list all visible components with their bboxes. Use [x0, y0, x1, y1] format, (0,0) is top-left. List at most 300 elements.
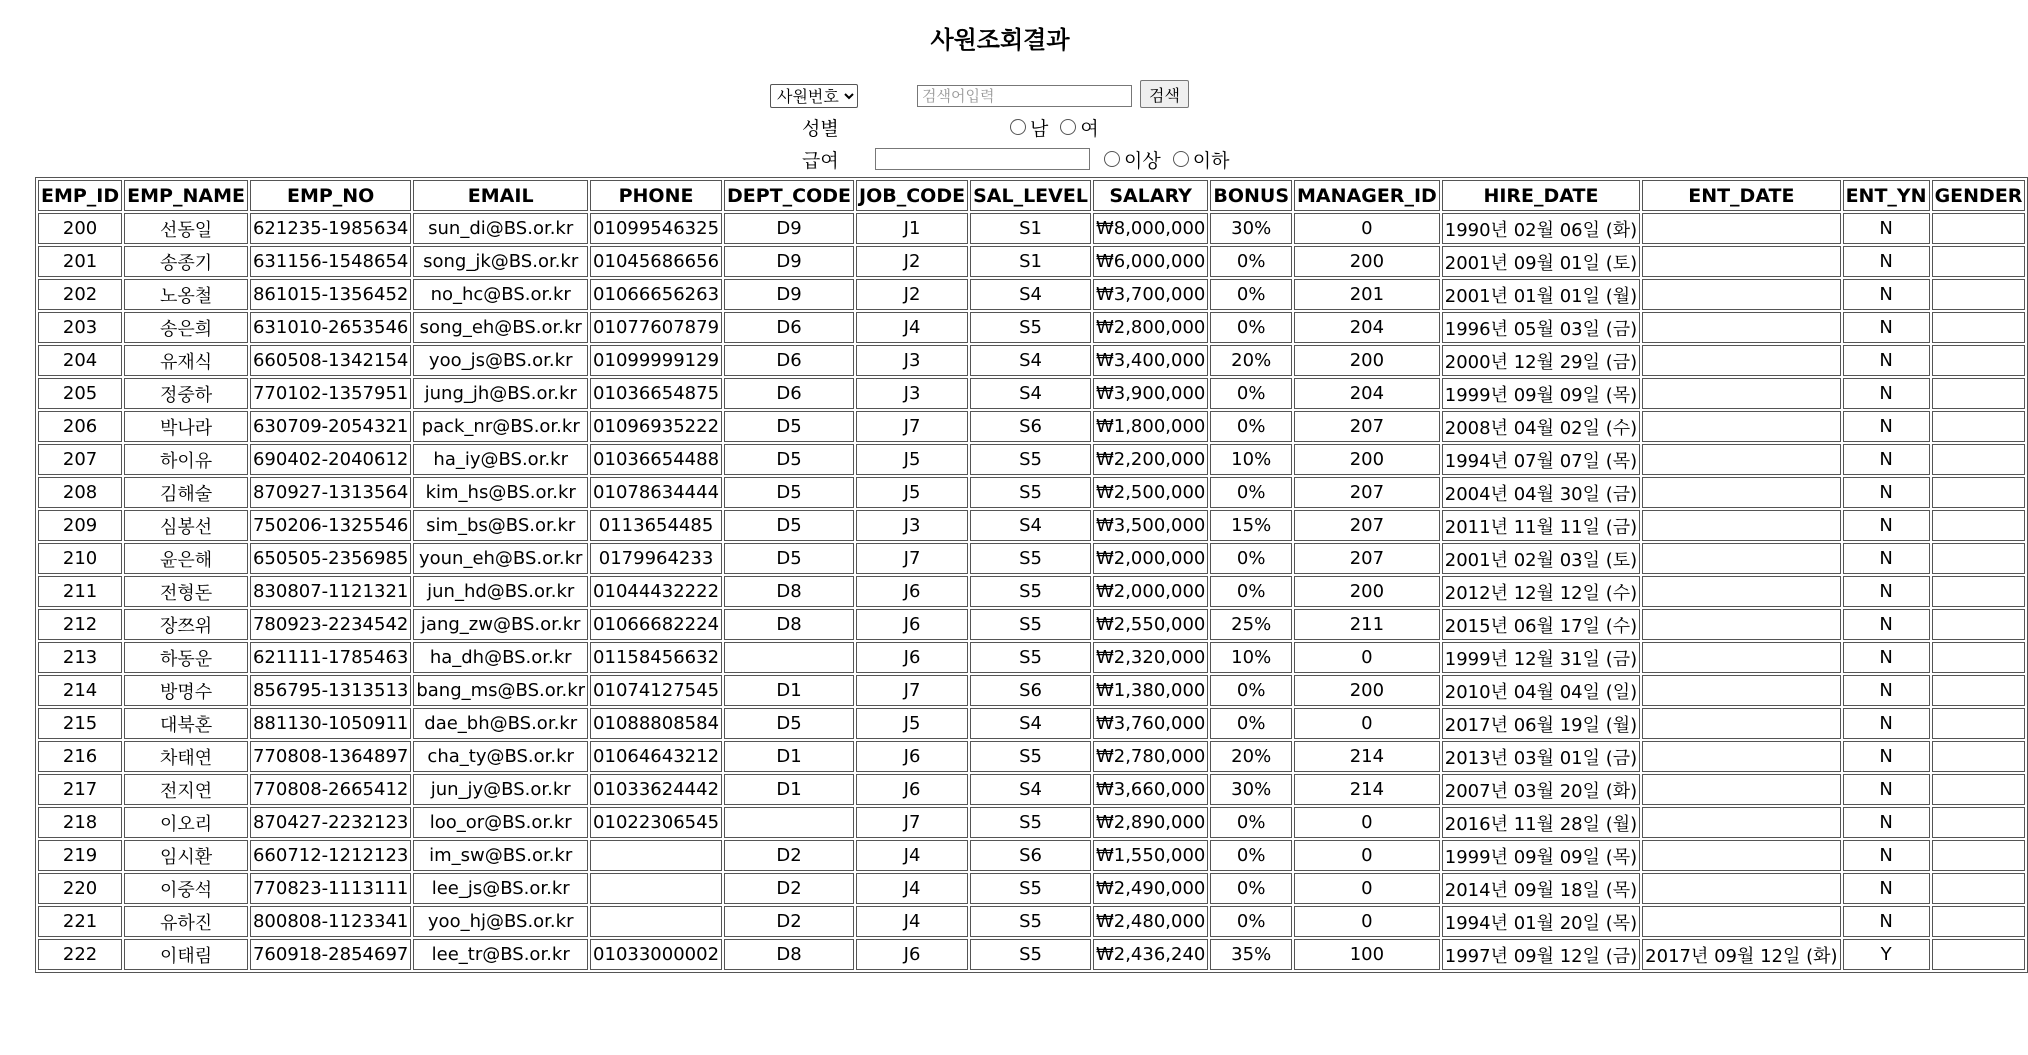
cell-emp-name: 하동운 — [124, 642, 248, 673]
cell-sal-level: S5 — [970, 906, 1091, 937]
gender-male-label: 남 — [1030, 117, 1049, 140]
salary-below-radio[interactable] — [1173, 151, 1189, 167]
cell-ent-date — [1642, 609, 1840, 640]
cell-emp-no: 631010-2653546 — [250, 312, 411, 343]
salary-above-radio[interactable] — [1104, 151, 1120, 167]
cell-ent-yn: N — [1843, 873, 1930, 904]
cell-emp-no: 760918-2854697 — [250, 939, 411, 970]
cell-email: cha_ty@BS.or.kr — [413, 741, 588, 772]
cell-job-code: J6 — [856, 774, 968, 805]
cell-emp-no: 660712-1212123 — [250, 840, 411, 871]
cell-email: jang_zw@BS.or.kr — [413, 609, 588, 640]
cell-gender — [1932, 576, 2026, 607]
cell-email: jun_jy@BS.or.kr — [413, 774, 588, 805]
cell-emp-no: 870927-1313564 — [250, 477, 411, 508]
cell-manager-id: 207 — [1294, 543, 1440, 574]
cell-job-code: J7 — [856, 543, 968, 574]
cell-emp-name: 장쯔위 — [124, 609, 248, 640]
cell-ent-date — [1642, 213, 1840, 244]
cell-phone — [590, 873, 722, 904]
search-row — [770, 82, 858, 110]
cell-emp-id: 200 — [38, 213, 122, 244]
cell-emp-name: 송은희 — [124, 312, 248, 343]
col-header-bonus: BONUS — [1210, 180, 1292, 211]
cell-gender — [1932, 510, 2026, 541]
cell-emp-id: 202 — [38, 279, 122, 310]
cell-hire-date: 2000년 12월 29일 (금) — [1442, 345, 1640, 376]
cell-salary: ₩3,760,000 — [1093, 708, 1208, 739]
cell-manager-id: 214 — [1294, 774, 1440, 805]
cell-job-code: J3 — [856, 510, 968, 541]
cell-emp-name: 방명수 — [124, 675, 248, 706]
cell-email: im_sw@BS.or.kr — [413, 840, 588, 871]
cell-emp-name: 박나라 — [124, 411, 248, 442]
cell-ent-date — [1642, 246, 1840, 277]
keyword-row — [917, 82, 1132, 110]
table-row — [38, 411, 2025, 442]
cell-salary: ₩2,890,000 — [1093, 807, 1208, 838]
gender-label-row — [802, 113, 839, 141]
cell-emp-name: 윤은해 — [124, 543, 248, 574]
cell-phone: 01066682224 — [590, 609, 722, 640]
cell-sal-level: S4 — [970, 774, 1091, 805]
cell-gender — [1932, 708, 2026, 739]
cell-ent-date — [1642, 708, 1840, 739]
salary-above-label: 이상 — [1124, 149, 1161, 172]
cell-job-code: J5 — [856, 444, 968, 475]
cell-email: ha_dh@BS.or.kr — [413, 642, 588, 673]
cell-dept-code: D9 — [724, 246, 854, 277]
cell-emp-name: 하이유 — [124, 444, 248, 475]
cell-salary: ₩1,550,000 — [1093, 840, 1208, 871]
cell-emp-name: 송종기 — [124, 246, 248, 277]
cell-sal-level: S5 — [970, 444, 1091, 475]
table-row — [38, 444, 2025, 475]
table-body — [38, 213, 2025, 970]
cell-manager-id: 200 — [1294, 576, 1440, 607]
cell-hire-date: 2008년 04월 02일 (수) — [1442, 411, 1640, 442]
keyword-input[interactable] — [917, 85, 1132, 107]
cell-emp-name: 이태림 — [124, 939, 248, 970]
cell-ent-date — [1642, 477, 1840, 508]
cell-dept-code: D2 — [724, 873, 854, 904]
cell-job-code: J1 — [856, 213, 968, 244]
cell-phone: 01099999129 — [590, 345, 722, 376]
gender-radio-group — [1010, 113, 1111, 141]
cell-hire-date: 2016년 11월 28일 (월) — [1442, 807, 1640, 838]
cell-email: kim_hs@BS.or.kr — [413, 477, 588, 508]
cell-sal-level: S4 — [970, 279, 1091, 310]
cell-sal-level: S5 — [970, 312, 1091, 343]
cell-job-code: J4 — [856, 873, 968, 904]
cell-salary: ₩2,800,000 — [1093, 312, 1208, 343]
cell-sal-level: S5 — [970, 477, 1091, 508]
cell-emp-no: 870427-2232123 — [250, 807, 411, 838]
cell-emp-id: 215 — [38, 708, 122, 739]
cell-email: lee_js@BS.or.kr — [413, 873, 588, 904]
cell-hire-date: 2004년 04월 30일 (금) — [1442, 477, 1640, 508]
cell-gender — [1932, 477, 2026, 508]
cell-phone — [590, 906, 722, 937]
cell-ent-yn: N — [1843, 807, 1930, 838]
cell-ent-date — [1642, 840, 1840, 871]
cell-emp-id: 216 — [38, 741, 122, 772]
cell-emp-id: 212 — [38, 609, 122, 640]
cell-hire-date: 1997년 09월 12일 (금) — [1442, 939, 1640, 970]
cell-emp-name: 김해술 — [124, 477, 248, 508]
cell-hire-date: 1994년 07월 07일 (목) — [1442, 444, 1640, 475]
cell-gender — [1932, 411, 2026, 442]
cell-gender — [1932, 345, 2026, 376]
cell-salary: ₩2,000,000 — [1093, 576, 1208, 607]
cell-ent-yn: N — [1843, 609, 1930, 640]
cell-phone: 01074127545 — [590, 675, 722, 706]
cell-hire-date: 2001년 09월 01일 (토) — [1442, 246, 1640, 277]
cell-salary: ₩2,550,000 — [1093, 609, 1208, 640]
cell-emp-no: 750206-1325546 — [250, 510, 411, 541]
cell-ent-yn: N — [1843, 741, 1930, 772]
cell-manager-id: 0 — [1294, 213, 1440, 244]
cell-job-code: J4 — [856, 312, 968, 343]
cell-salary: ₩8,000,000 — [1093, 213, 1208, 244]
cell-hire-date: 2012년 12월 12일 (수) — [1442, 576, 1640, 607]
cell-ent-date — [1642, 642, 1840, 673]
cell-email: song_jk@BS.or.kr — [413, 246, 588, 277]
cell-salary: ₩3,500,000 — [1093, 510, 1208, 541]
cell-phone: 01099546325 — [590, 213, 722, 244]
cell-job-code: J5 — [856, 477, 968, 508]
cell-ent-yn: N — [1843, 246, 1930, 277]
cell-ent-yn: N — [1843, 279, 1930, 310]
cell-ent-yn: N — [1843, 510, 1930, 541]
table-header — [38, 180, 2025, 211]
cell-ent-yn: N — [1843, 378, 1930, 409]
cell-bonus: 25% — [1210, 609, 1292, 640]
cell-hire-date: 2001년 02월 03일 (토) — [1442, 543, 1640, 574]
cell-manager-id: 204 — [1294, 378, 1440, 409]
cell-job-code: J4 — [856, 840, 968, 871]
cell-ent-yn: N — [1843, 345, 1930, 376]
salary-input[interactable] — [875, 148, 1090, 170]
gender-male-radio[interactable] — [1010, 119, 1026, 135]
col-header-salary: SALARY — [1093, 180, 1208, 211]
cell-salary: ₩3,400,000 — [1093, 345, 1208, 376]
cell-emp-id: 207 — [38, 444, 122, 475]
cell-emp-id: 219 — [38, 840, 122, 871]
cell-sal-level: S5 — [970, 939, 1091, 970]
cell-gender — [1932, 543, 2026, 574]
cell-email: youn_eh@BS.or.kr — [413, 543, 588, 574]
cell-emp-no: 881130-1050911 — [250, 708, 411, 739]
cell-manager-id: 214 — [1294, 741, 1440, 772]
cell-sal-level: S5 — [970, 642, 1091, 673]
col-header-dept-code: DEPT_CODE — [724, 180, 854, 211]
cell-manager-id: 207 — [1294, 510, 1440, 541]
table-row — [38, 510, 2025, 541]
gender-male-option[interactable] — [1010, 114, 1048, 141]
table-row — [38, 675, 2025, 706]
cell-gender — [1932, 741, 2026, 772]
cell-bonus: 0% — [1210, 411, 1292, 442]
cell-phone: 01077607879 — [590, 312, 722, 343]
cell-phone: 01078634444 — [590, 477, 722, 508]
cell-phone: 0179964233 — [590, 543, 722, 574]
cell-dept-code: D5 — [724, 543, 854, 574]
cell-bonus: 35% — [1210, 939, 1292, 970]
cell-job-code: J7 — [856, 411, 968, 442]
cell-salary: ₩2,780,000 — [1093, 741, 1208, 772]
cell-hire-date: 2010년 04월 04일 (일) — [1442, 675, 1640, 706]
cell-job-code: J4 — [856, 906, 968, 937]
cell-emp-no: 621111-1785463 — [250, 642, 411, 673]
cell-sal-level: S4 — [970, 510, 1091, 541]
cell-sal-level: S4 — [970, 708, 1091, 739]
col-header-emp-id: EMP_ID — [38, 180, 122, 211]
cell-gender — [1932, 444, 2026, 475]
cell-manager-id: 200 — [1294, 246, 1440, 277]
cell-emp-name: 정중하 — [124, 378, 248, 409]
cell-dept-code: D5 — [724, 411, 854, 442]
cell-ent-yn: N — [1843, 774, 1930, 805]
cell-salary: ₩2,436,240 — [1093, 939, 1208, 970]
cell-dept-code: D6 — [724, 345, 854, 376]
cell-emp-id: 205 — [38, 378, 122, 409]
cell-hire-date: 1999년 09월 09일 (목) — [1442, 840, 1640, 871]
cell-dept-code: D6 — [724, 378, 854, 409]
cell-bonus: 0% — [1210, 378, 1292, 409]
cell-emp-no: 780923-2234542 — [250, 609, 411, 640]
cell-job-code: J5 — [856, 708, 968, 739]
cell-job-code: J7 — [856, 675, 968, 706]
cell-email: jung_jh@BS.or.kr — [413, 378, 588, 409]
cell-ent-date — [1642, 873, 1840, 904]
cell-salary: ₩2,200,000 — [1093, 444, 1208, 475]
employee-table — [35, 177, 2028, 973]
cell-emp-no: 770808-2665412 — [250, 774, 411, 805]
cell-phone: 01044432222 — [590, 576, 722, 607]
cell-dept-code: D5 — [724, 444, 854, 475]
cell-manager-id: 204 — [1294, 312, 1440, 343]
cell-manager-id: 0 — [1294, 642, 1440, 673]
cell-manager-id: 201 — [1294, 279, 1440, 310]
cell-emp-no: 660508-1342154 — [250, 345, 411, 376]
cell-email: lee_tr@BS.or.kr — [413, 939, 588, 970]
cell-job-code: J6 — [856, 609, 968, 640]
cell-gender — [1932, 378, 2026, 409]
cell-bonus: 0% — [1210, 477, 1292, 508]
cell-hire-date: 2011년 11월 11일 (금) — [1442, 510, 1640, 541]
cell-email: jun_hd@BS.or.kr — [413, 576, 588, 607]
cell-job-code: J6 — [856, 642, 968, 673]
col-header-email: EMAIL — [413, 180, 588, 211]
cell-emp-id: 204 — [38, 345, 122, 376]
cell-bonus: 0% — [1210, 906, 1292, 937]
col-header-phone: PHONE — [590, 180, 722, 211]
cell-emp-name: 선동일 — [124, 213, 248, 244]
cell-ent-date — [1642, 510, 1840, 541]
cell-manager-id: 200 — [1294, 675, 1440, 706]
cell-ent-yn: N — [1843, 840, 1930, 871]
cell-manager-id: 0 — [1294, 840, 1440, 871]
cell-sal-level: S5 — [970, 543, 1091, 574]
cell-ent-yn: Y — [1843, 939, 1930, 970]
cell-hire-date: 2014년 09월 18일 (목) — [1442, 873, 1640, 904]
cell-dept-code — [724, 642, 854, 673]
cell-bonus: 0% — [1210, 675, 1292, 706]
cell-ent-date — [1642, 312, 1840, 343]
cell-dept-code: D5 — [724, 708, 854, 739]
cell-emp-no: 770102-1357951 — [250, 378, 411, 409]
cell-manager-id: 0 — [1294, 873, 1440, 904]
cell-phone: 01033624442 — [590, 774, 722, 805]
salary-below-option[interactable] — [1173, 146, 1230, 173]
gender-female-label: 여 — [1080, 117, 1099, 140]
cell-emp-name: 심봉선 — [124, 510, 248, 541]
table-row — [38, 774, 2025, 805]
cell-salary: ₩2,490,000 — [1093, 873, 1208, 904]
table-row — [38, 939, 2025, 970]
cell-emp-name: 노옹철 — [124, 279, 248, 310]
cell-hire-date: 2001년 01월 01일 (월) — [1442, 279, 1640, 310]
cell-gender — [1932, 774, 2026, 805]
cell-job-code: J3 — [856, 378, 968, 409]
cell-ent-yn: N — [1843, 411, 1930, 442]
cell-hire-date: 1994년 01월 20일 (목) — [1442, 906, 1640, 937]
search-field-select[interactable] — [770, 84, 858, 108]
salary-label: 급여 — [802, 149, 839, 172]
col-header-emp-no: EMP_NO — [250, 180, 411, 211]
cell-hire-date: 1990년 02월 06일 (화) — [1442, 213, 1640, 244]
cell-bonus: 30% — [1210, 213, 1292, 244]
cell-salary: ₩1,800,000 — [1093, 411, 1208, 442]
cell-email: dae_bh@BS.or.kr — [413, 708, 588, 739]
cell-email: no_hc@BS.or.kr — [413, 279, 588, 310]
cell-ent-date: 2017년 09월 12일 (화) — [1642, 939, 1840, 970]
cell-manager-id: 211 — [1294, 609, 1440, 640]
cell-phone: 01036654875 — [590, 378, 722, 409]
col-header-hire-date: HIRE_DATE — [1442, 180, 1640, 211]
cell-emp-no: 621235-1985634 — [250, 213, 411, 244]
cell-emp-name: 전지연 — [124, 774, 248, 805]
cell-manager-id: 0 — [1294, 906, 1440, 937]
cell-emp-name: 대북혼 — [124, 708, 248, 739]
cell-salary: ₩3,900,000 — [1093, 378, 1208, 409]
cell-sal-level: S1 — [970, 213, 1091, 244]
cell-bonus: 0% — [1210, 708, 1292, 739]
col-header-manager-id: MANAGER_ID — [1294, 180, 1440, 211]
cell-ent-yn: N — [1843, 576, 1930, 607]
gender-female-option[interactable] — [1060, 114, 1098, 141]
cell-job-code: J7 — [856, 807, 968, 838]
cell-dept-code: D5 — [724, 510, 854, 541]
table-row — [38, 378, 2025, 409]
cell-ent-date — [1642, 279, 1840, 310]
table-row — [38, 807, 2025, 838]
cell-ent-date — [1642, 906, 1840, 937]
col-header-sal-level: SAL_LEVEL — [970, 180, 1091, 211]
cell-salary: ₩3,700,000 — [1093, 279, 1208, 310]
cell-ent-yn: N — [1843, 906, 1930, 937]
cell-ent-yn: N — [1843, 444, 1930, 475]
cell-dept-code: D1 — [724, 675, 854, 706]
cell-emp-no: 830807-1121321 — [250, 576, 411, 607]
cell-hire-date: 2017년 06월 19일 (월) — [1442, 708, 1640, 739]
cell-emp-id: 214 — [38, 675, 122, 706]
gender-label: 성별 — [802, 117, 839, 140]
col-header-emp-name: EMP_NAME — [124, 180, 248, 211]
cell-salary: ₩2,500,000 — [1093, 477, 1208, 508]
gender-female-radio[interactable] — [1060, 119, 1076, 135]
cell-gender — [1932, 675, 2026, 706]
cell-emp-no: 856795-1313513 — [250, 675, 411, 706]
cell-gender — [1932, 213, 2026, 244]
cell-hire-date: 1999년 09월 09일 (목) — [1442, 378, 1640, 409]
cell-bonus: 0% — [1210, 279, 1292, 310]
cell-emp-no: 770823-1113111 — [250, 873, 411, 904]
cell-email: yoo_hj@BS.or.kr — [413, 906, 588, 937]
cell-ent-yn: N — [1843, 708, 1930, 739]
cell-email: song_eh@BS.or.kr — [413, 312, 588, 343]
cell-hire-date: 2015년 06월 17일 (수) — [1442, 609, 1640, 640]
cell-gender — [1932, 609, 2026, 640]
cell-salary: ₩6,000,000 — [1093, 246, 1208, 277]
cell-dept-code: D5 — [724, 477, 854, 508]
cell-gender — [1932, 246, 2026, 277]
cell-hire-date: 1996년 05월 03일 (금) — [1442, 312, 1640, 343]
cell-phone — [590, 840, 722, 871]
cell-sal-level: S5 — [970, 609, 1091, 640]
cell-gender — [1932, 939, 2026, 970]
cell-ent-date — [1642, 675, 1840, 706]
cell-manager-id: 207 — [1294, 477, 1440, 508]
cell-emp-name: 유하진 — [124, 906, 248, 937]
cell-emp-name: 이중석 — [124, 873, 248, 904]
cell-gender — [1932, 312, 2026, 343]
cell-emp-no: 631156-1548654 — [250, 246, 411, 277]
cell-emp-id: 222 — [38, 939, 122, 970]
cell-job-code: J6 — [856, 741, 968, 772]
cell-phone: 01036654488 — [590, 444, 722, 475]
cell-ent-date — [1642, 543, 1840, 574]
col-header-job-code: JOB_CODE — [856, 180, 968, 211]
cell-dept-code: D2 — [724, 906, 854, 937]
cell-emp-id: 217 — [38, 774, 122, 805]
table-row — [38, 543, 2025, 574]
cell-emp-id: 211 — [38, 576, 122, 607]
cell-bonus: 0% — [1210, 312, 1292, 343]
cell-dept-code: D2 — [724, 840, 854, 871]
cell-dept-code: D8 — [724, 939, 854, 970]
cell-ent-date — [1642, 378, 1840, 409]
cell-dept-code: D8 — [724, 576, 854, 607]
salary-input-row — [875, 145, 1090, 173]
table-row — [38, 609, 2025, 640]
cell-ent-date — [1642, 444, 1840, 475]
cell-manager-id: 100 — [1294, 939, 1440, 970]
search-button[interactable]: 검색 — [1140, 80, 1189, 108]
cell-emp-id: 209 — [38, 510, 122, 541]
header-row — [38, 180, 2025, 211]
cell-emp-name: 유재식 — [124, 345, 248, 376]
cell-hire-date: 2013년 03월 01일 (금) — [1442, 741, 1640, 772]
salary-below-label: 이하 — [1192, 149, 1230, 172]
cell-sal-level: S6 — [970, 840, 1091, 871]
table-row — [38, 708, 2025, 739]
cell-sal-level: S5 — [970, 873, 1091, 904]
salary-above-option[interactable] — [1104, 146, 1161, 173]
cell-bonus: 10% — [1210, 642, 1292, 673]
cell-email: loo_or@BS.or.kr — [413, 807, 588, 838]
